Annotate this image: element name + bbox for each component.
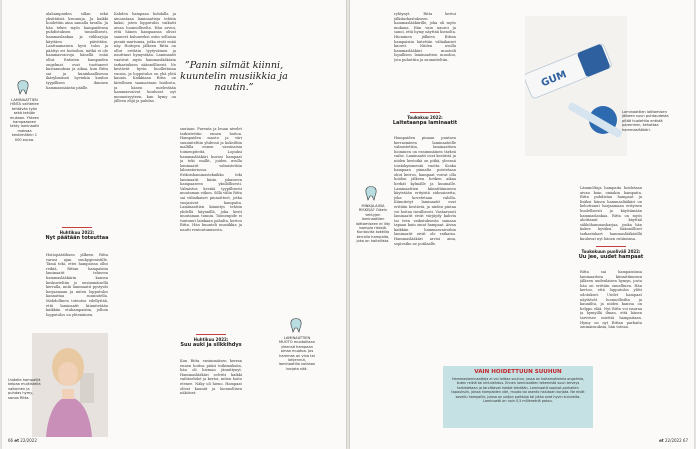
- magazine-brand: et: [659, 438, 664, 443]
- section-heading-1-kicker: Toukokuu 2022:: [407, 115, 443, 120]
- tooth-icon: [16, 80, 30, 95]
- heading-rule: [196, 334, 226, 335]
- info-box-title: VAIN HOIDETTUUN SUUHUN: [474, 369, 562, 375]
- tooth-icon: [289, 318, 303, 333]
- section-heading-2-title: Uu jee, uudet hampaat: [578, 254, 644, 260]
- side-note-price: LAMINAATTIEN HINTA vaihtelee tehtävän työn sekä tekijän mukaan. Yhteen hampaaseen tehty laminaatti maksaa keskimäärin 1 000 euroa.: [9, 98, 40, 142]
- issue-number: 22/2022: [665, 438, 682, 443]
- info-box: [443, 366, 593, 428]
- tooth-icon: [364, 186, 378, 201]
- toothpaste-and-brush-photo: [525, 16, 627, 156]
- heading-rule: [62, 227, 92, 228]
- body-column-1-top: ryhtynyt. Ritta kertoi jälkitarkastukseen hammaslääkärille, joka oli myös mukana. Hän vain nauroi ja sanoi, että hymy näyttää hienolta. Hiominen jälkeen Rittan hampaisiin laitettiin väliaikaiset kuoret. Niiden avulla hammaslääkäri muotoili lopullisen laminaattien muodon, jota puhuttiin ja suunniteltiin.: [394, 12, 456, 62]
- magazine-brand: et: [14, 438, 19, 443]
- pull-quote: ”Panin silmät kiinni, kuuntelin musiikkia ja nautin.”: [180, 60, 288, 93]
- section-heading-2: [178, 337, 244, 348]
- page-number-left: [8, 438, 37, 443]
- body-column-3-bottom: Kun Ritta ensimmäisen kerran ennen hoitoa pääsi tutkimuksiin, hän oli hieman jännittynyt. Hammaslääkäri selvitti kaikki vaihtoehdot ja kertoi, miten hoito etenee. Näky oli hieno. Hampaat olivat kauniit ja luonnollisen näköiset.: [180, 359, 242, 396]
- issue-number: 22/2022: [20, 438, 37, 443]
- section-heading-2-kicker: Huhtikuu 2022:: [193, 337, 229, 342]
- section-heading-2-kicker: Toukokuun puoliväli 2022:: [581, 249, 641, 254]
- section-heading-2-title: Suu auki ja silkkihdys: [180, 342, 242, 348]
- side-note-risks: MINKÄLAISIA RISKEJÄ? Oikein tehtyjen laminaattien laittamiseen ei liity isompia riskejä. Kuntoutta kokeilla kerralla hampaita, joka on haitallista.: [355, 204, 391, 244]
- left-page: [2, 0, 346, 449]
- body-column-2-bottom: Ritta sai hampaisiinsa laminaattien kiinnittämisen jälkeen uudenlaisen hymyn, josta hän on erittäin onnellinen. Hän kertoo, että lopputulos ylitti odotukset. Uudet hampaat näyttävät luonnollisilta ja kauniilta, ja niiden kanssa on helppo elää. Nyt Ritta voi nauraa ja hymyillä ilman, että hänen tarvitsee miettiä hampaitaan. Hymy on nyt Rittan parhaita ominaisuuksia, hän toteaa.: [580, 270, 642, 330]
- heading-rule: [410, 112, 440, 113]
- woman-smiling-photo: [32, 333, 108, 437]
- page-number: 66: [8, 438, 14, 443]
- section-heading-1-title: Laitetaanpa laminaatit: [392, 120, 458, 126]
- info-box-body: Hammaslaminaatteja ei voi laittaa suuhun, jossa on hoitamattomia ongelmia, kuten reikiä tai ientulehdus. Ennen laminaattien tekemistä suun terveys tarkistetaan ja tarvittavat hoidot tehdään. Laminaatit sopivat parhaiten tapauksiin, joissa hampaiden väri, muoto tai asento halutaan korjata. Ne eivät sovellu hampaille, joissa on paljon paikkoja tai jotka ovat hyvin kuluneita. Laminaatti on noin 0,5 millimetriä paksu.: [451, 377, 585, 404]
- svg-text:GUM: GUM: [539, 69, 569, 90]
- body-column-3-top: suutaan. Purenta ja leuan nivelet tarkistettiin ennen hoitoa. Hampaiden muoto ja väri suunniteltiin yhdessä ja kokeiltiin mallilla ennen varsinaisia toimenpiteitä. Lopuksi hammaslääkäri kuvasi hampaat ja teki mallit, joiden avulla laminaatit valmistettiin laboratoriossa. Erikoishammasteknikko teki laminaatit käsin jokaiseen hampaaseen yksilöllisesti. Valmistus kestää tyypillisesti muutaman viikon. Sillä välin Ritta sai väliaikaiset pinnoitteet, jotka suojasivat hampaita. Laminaattien kiinnitys tehtiin yhdellä käynnillä, joka kesti muutaman tunnin. Toimenpide ei tuntunut lainkaan pahalta, kertoo Ritta. Hän kuunteli musiikkia ja nautti rentoutumisesta.: [180, 127, 242, 233]
- section-heading-2: [570, 249, 652, 260]
- photo-caption-right: Laminaattien laittamisen jälkeen suun puhtaudesta pitää huolehtia entistä paremmin, kehottaa hammaslääkäri.: [622, 110, 669, 132]
- photo-caption-left: Uudella hampaillä kelpaa muikistella valkoinen ja puhdas hymy, sanoo Ritta.: [8, 378, 41, 400]
- section-heading-1: [392, 115, 458, 126]
- heading-rule: [596, 246, 626, 247]
- body-column-2-top: Kahden hampaan kohdalla ja ainoastaan laminaatteja tehtiin kaksi, joten lopputulos vaikutti aivan luonnolliselta. Hän arvioi, että hänen hampaansa olivat saaneet kuluneeksi esiin sellaisia pieniä murtumia, jotka eivät enää näy. Hoitojen jälkeen Ritta on ollut erittäin tyytyväinen ja nauttinut hymystään. Laminaatit vaativat myös hammaslääkärin tarkastuksen säännöllisesti. Ne kestävät hyvin huollettuina vuosia, ja lopputulos on yhä yhtä kaunis. Kaikkiaan Ritta on kiitollinen saamastaan hoidosta, ja hänen mielestään hammasvaivat kuuluvat nyt menneisyyteen, kun hymy on jälleen ehjä ja puhdas.: [114, 12, 176, 104]
- body-column-2-top: Lämmöltuja hampaita hoidetaan aivan kuin omiakin hampaita. Ritta puhdistaa hampaat ja lisäksi hänen hammaslääkäri on kehottanut harjaamaan erityisen huolellisesti ja käyttämään hammaslankaa. Ritta on myös aloittanut käyttää sähköhammasharjaa, jonka hän kokee hyväksi. Säännölliset tarkastukset hammaslääkärillä kuuluvat nyt hänen rutiiniinsa.: [580, 186, 642, 241]
- page-number-right: [659, 438, 688, 443]
- section-heading-1-kicker: Huhtikuu 2022:: [59, 230, 95, 235]
- body-column-1-top: alahampaiden sillan sekä yksittäisiä kruunuja. Ja kaikki hoidettiin aina samalla tavalla. Ja hän tekee myös hampaidensa puhdistuksen tunnollisesti, hammaslankaa ja väliharjoja käyttäen päivittäin. Lanttaamaisen hyvä tulos ja päättyi eri hoitoihin, mitkä ei ole hammasvaivoja hänellä enää ollut. Entisten hampaiden ongelmat ovat tuottaneet kustannuksia ja aikaa, kun Ritta sai ja kuninkaallisessa ikäryhmässä hyvinkin kuuluu tyypillisen ihmisen hammasmäärän päälle.: [46, 12, 108, 90]
- section-heading-1: [44, 230, 110, 241]
- section-heading-1-title: Nyt päätään toteuttaa: [45, 235, 109, 241]
- body-column-1-bottom: Hoitopäätöksen jälkeen Ritta varasi ajan suuhygienistille. Tämä teki, ettei hampaissa ollut reikiä. Rittan hampaisiin laminaatit tehneen hammaslääkärin kanssa keskusteltiin jo ensimmäisellä kerralla, mitä laminaatit pystyvät korjaamaan ja miten lopputulos kannattaa suunnitella. Mahdollinen toteutus edellyttää, että laminaatit kiinnitetään kaikkiin etuhampaisiin, jolloin lopputulos on yhtenäinen.: [46, 253, 108, 317]
- body-column-1-bottom: Hampaiden pinnan puutava kerrasmieen laminaateille valmistettiin, laminaattien hiominen on ensimmäinen tärkeä vaihe. Laminaatit ovat kestäviä ja niiden kestoikä on pitkä, yleensä toistakymmentä vuotta. Koska hampaan pinnalta poistetaan ohut kerros, hampaat voivat olla hoidon jälkeen hetken aikaa herkät kylmälle ja kuumalle. Laminaattien kiinnittämiseen käytetään erityistä sidosainetta, joka kovetetaan valolla. Kiinnitetyt laminaatit ovat erittäin kestäviä, ja niiden pintaa voi hoitaa tavallisesti. Vastaavasti laminaatit eivät värjäydy kahvin tai teen vaikutuksesta samaan tapaan kuin omat hampaat. Aivan kaikkiin hammasvaivoihin laminaatit eivät ole ratkaisu. Hammaslääkäri arvioi aina, sopivatko ne potilaalle.: [394, 136, 456, 246]
- page-number: 67: [682, 438, 688, 443]
- side-note-shape: LAMINAATTIEN MUOTO muotoillaan yleensä hampaan omaa muotoa. Jos hammas on vino tai lohjennut, laminaatilla voidaan korjata sitä.: [278, 336, 316, 371]
